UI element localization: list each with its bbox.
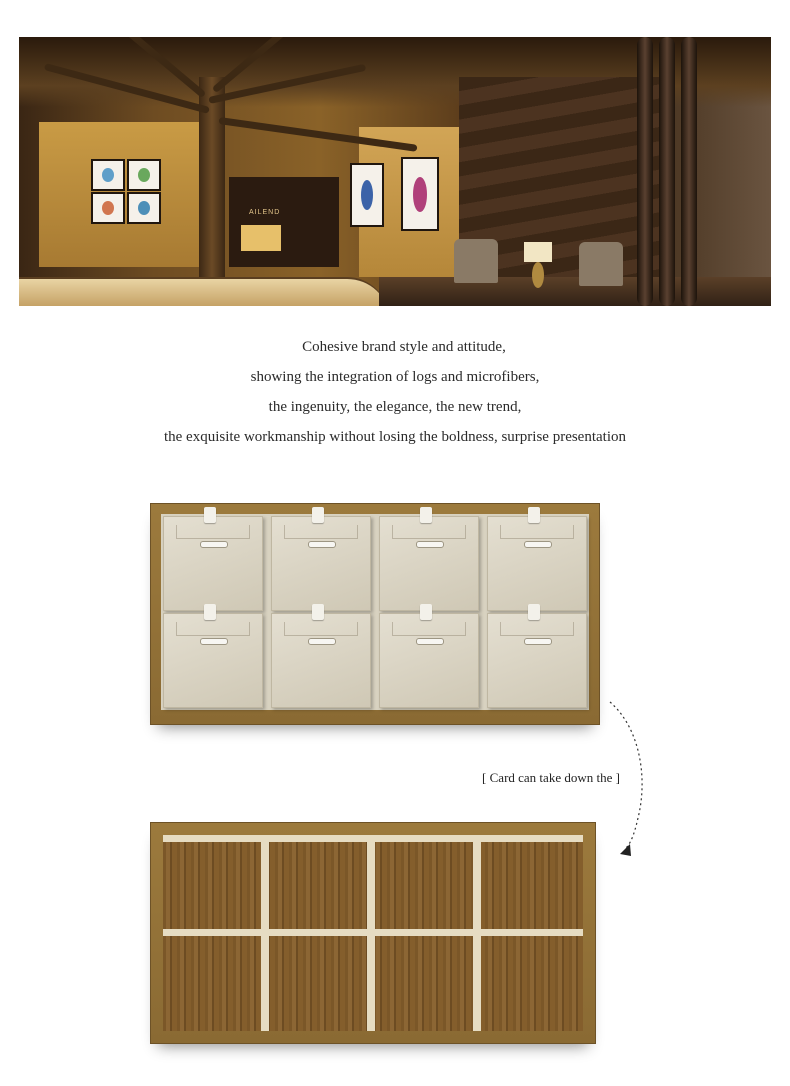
banner-store-logo: AILEND <box>249 209 281 216</box>
display-card <box>271 613 371 708</box>
banner-armchair <box>579 242 623 286</box>
display-card <box>379 613 479 708</box>
copy-line: the exquisite workmanship without losing the boldness, surprise presentation <box>163 429 627 445</box>
banner-wave-pillar <box>681 37 697 306</box>
tray-rail-vertical <box>261 835 269 1031</box>
banner-frame <box>91 192 125 224</box>
dotted-curved-arrow-icon <box>600 698 660 868</box>
banner-armchair <box>454 239 498 283</box>
display-card <box>163 516 263 611</box>
empty-tray-image <box>150 822 596 1044</box>
card-jewelry-slot <box>200 541 228 548</box>
card-pull-tab <box>312 604 324 620</box>
card-stitching <box>500 622 574 636</box>
banner-wave-pillar <box>659 37 675 306</box>
banner-display-niche <box>241 225 281 251</box>
card-pull-tab <box>312 507 324 523</box>
card-jewelry-slot <box>308 541 336 548</box>
copy-line: showing the integration of logs and microfibers, <box>250 369 540 385</box>
card-stitching <box>284 525 358 539</box>
banner-lamp-shade <box>524 242 552 262</box>
card-pull-tab <box>528 604 540 620</box>
display-card <box>163 613 263 708</box>
card-pull-tab <box>528 507 540 523</box>
card-caption: [ Card can take down the ] <box>482 770 620 785</box>
banner-frame <box>127 159 161 191</box>
card-jewelry-slot <box>416 541 444 548</box>
card-pull-tab <box>204 604 216 620</box>
card-stitching <box>176 525 250 539</box>
display-card <box>379 516 479 611</box>
banner-wave-pillar <box>637 37 653 306</box>
banner-frame <box>127 192 161 224</box>
tray-with-cards-image <box>150 503 600 725</box>
display-card <box>487 516 587 611</box>
brand-copy <box>0 335 790 455</box>
banner-lightbox <box>350 163 384 227</box>
banner-lamp-base <box>532 262 544 288</box>
copy-line: Cohesive brand style and attitude, <box>302 339 506 355</box>
card-jewelry-slot <box>524 638 552 645</box>
banner-glass-counter <box>19 277 389 306</box>
display-card <box>487 613 587 708</box>
banner-floor <box>379 277 771 306</box>
card-stitching <box>284 622 358 636</box>
card-pull-tab <box>204 507 216 523</box>
card-stitching <box>392 525 466 539</box>
card-pull-tab <box>420 604 432 620</box>
card-jewelry-slot <box>308 638 336 645</box>
card-stitching <box>392 622 466 636</box>
card-jewelry-slot <box>200 638 228 645</box>
banner-display-case <box>229 177 339 267</box>
display-card <box>271 516 371 611</box>
tray-rail-vertical <box>367 835 375 1031</box>
showroom-banner-image <box>19 37 771 306</box>
card-pull-tab <box>420 507 432 523</box>
copy-line: the ingenuity, the elegance, the new trend, <box>268 399 522 415</box>
card-jewelry-slot <box>416 638 444 645</box>
banner-lightbox <box>401 157 439 231</box>
card-stitching <box>176 622 250 636</box>
banner-frame <box>91 159 125 191</box>
tray-rail-vertical <box>473 835 481 1031</box>
card-stitching <box>500 525 574 539</box>
card-jewelry-slot <box>524 541 552 548</box>
